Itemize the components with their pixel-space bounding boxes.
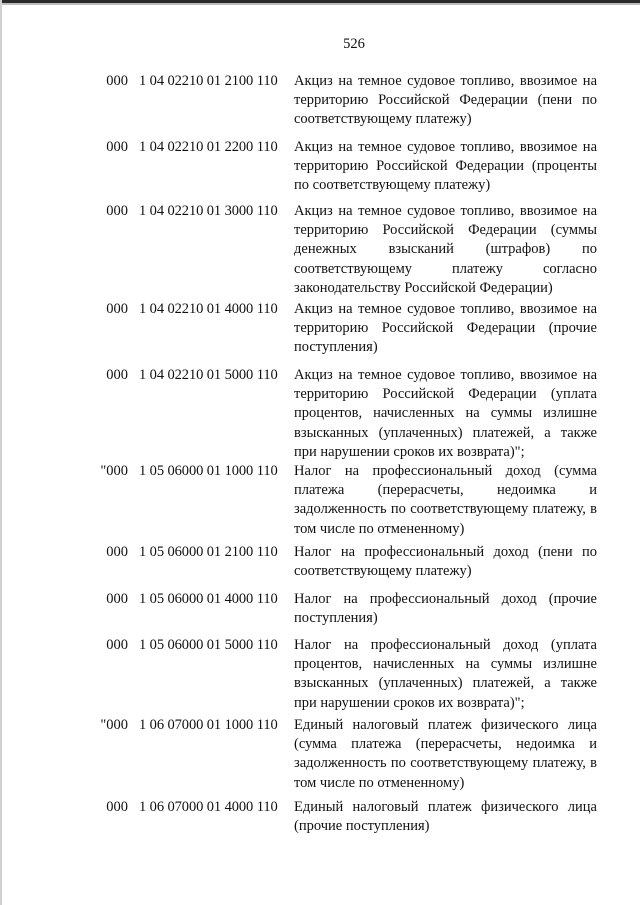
code-entry bbox=[0, 366, 640, 460]
budget-classification-code: 1 05 06000 01 1000 110 bbox=[139, 463, 278, 479]
budget-classification-code: 1 04 02210 01 5000 110 bbox=[139, 367, 278, 383]
budget-classification-code: 1 04 02210 01 2200 110 bbox=[139, 139, 278, 155]
code-entry bbox=[0, 300, 640, 356]
code-entry bbox=[0, 72, 640, 128]
code-description: Акциз на темное судовое топливо, ввозимое на территорию Российской Федерации (прочие поступления) bbox=[294, 301, 597, 356]
admin-code: 000 bbox=[106, 203, 128, 219]
code-description: Акциз на темное судовое топливо, ввозимое на территорию Российской Федерации (суммы денежных взысканий (штрафов) по соответствующему платежу согласно законодательству Российской Федерации) bbox=[294, 203, 597, 296]
code-entry bbox=[0, 636, 640, 711]
budget-classification-code: 1 04 02210 01 2100 110 bbox=[139, 73, 278, 89]
classification-code-list bbox=[0, 72, 640, 835]
budget-classification-code: 1 04 02210 01 4000 110 bbox=[139, 301, 278, 317]
budget-classification-code: 1 06 07000 01 4000 110 bbox=[139, 799, 278, 815]
budget-classification-code: 1 04 02210 01 3000 110 bbox=[139, 203, 278, 219]
budget-classification-code: 1 05 06000 01 4000 110 bbox=[139, 591, 278, 607]
admin-code: 000 bbox=[106, 367, 128, 383]
code-entry bbox=[0, 202, 640, 296]
code-description: Налог на профессиональный доход (уплата процентов, начисленных на суммы излишне взысканных (уплаченных) платежей, а также при нарушении сроков их возврата)"; bbox=[294, 637, 597, 711]
code-entry bbox=[0, 590, 640, 627]
code-description: Налог на профессиональный доход (сумма платежа (перерасчеты, недоимка и задолженность по соответствующему платежу, в том числе по отмененному) bbox=[294, 463, 597, 537]
code-entry bbox=[0, 462, 640, 537]
code-description: Акциз на темное судовое топливо, ввозимое на территорию Российской Федерации (проценты по соответствующему платежу) bbox=[294, 139, 597, 194]
admin-code: "000 bbox=[100, 717, 128, 733]
admin-code: 000 bbox=[106, 301, 128, 317]
admin-code: 000 bbox=[106, 544, 128, 560]
budget-classification-code: 1 05 06000 01 2100 110 bbox=[139, 544, 278, 560]
code-description: Акциз на темное судовое топливо, ввозимое на территорию Российской Федерации (пени по соответствующему платежу) bbox=[294, 73, 597, 128]
admin-code: 000 bbox=[106, 139, 128, 155]
code-description: Единый налоговый платеж физического лица (прочие поступления) bbox=[294, 799, 597, 835]
scan-edge-left bbox=[0, 0, 2, 905]
admin-code: 000 bbox=[106, 637, 128, 653]
budget-classification-code: 1 06 07000 01 1000 110 bbox=[139, 717, 278, 733]
admin-code: 000 bbox=[106, 73, 128, 89]
code-description: Налог на профессиональный доход (прочие поступления) bbox=[294, 591, 597, 627]
admin-code: 000 bbox=[106, 799, 128, 815]
scan-edge-shadow bbox=[0, 3, 640, 5]
code-entry bbox=[0, 543, 640, 580]
page-number: 526 bbox=[343, 36, 365, 52]
code-entry bbox=[0, 716, 640, 791]
code-entry bbox=[0, 798, 640, 835]
code-description: Налог на профессиональный доход (пени по соответствующему платежу) bbox=[294, 544, 597, 580]
code-description: Единый налоговый платеж физического лица (сумма платежа (перерасчеты, недоимка и задолженность по соответствующему платежу, в том числе по отмененному) bbox=[294, 717, 597, 791]
budget-classification-code: 1 05 06000 01 5000 110 bbox=[139, 637, 278, 653]
code-description: Акциз на темное судовое топливо, ввозимое на территорию Российской Федерации (уплата процентов, начисленных на суммы излишне взысканных (уплаченных) платежей, а также при нарушении сроков их возврата)"; bbox=[294, 367, 597, 460]
code-entry bbox=[0, 138, 640, 194]
admin-code: "000 bbox=[100, 463, 128, 479]
admin-code: 000 bbox=[106, 591, 128, 607]
